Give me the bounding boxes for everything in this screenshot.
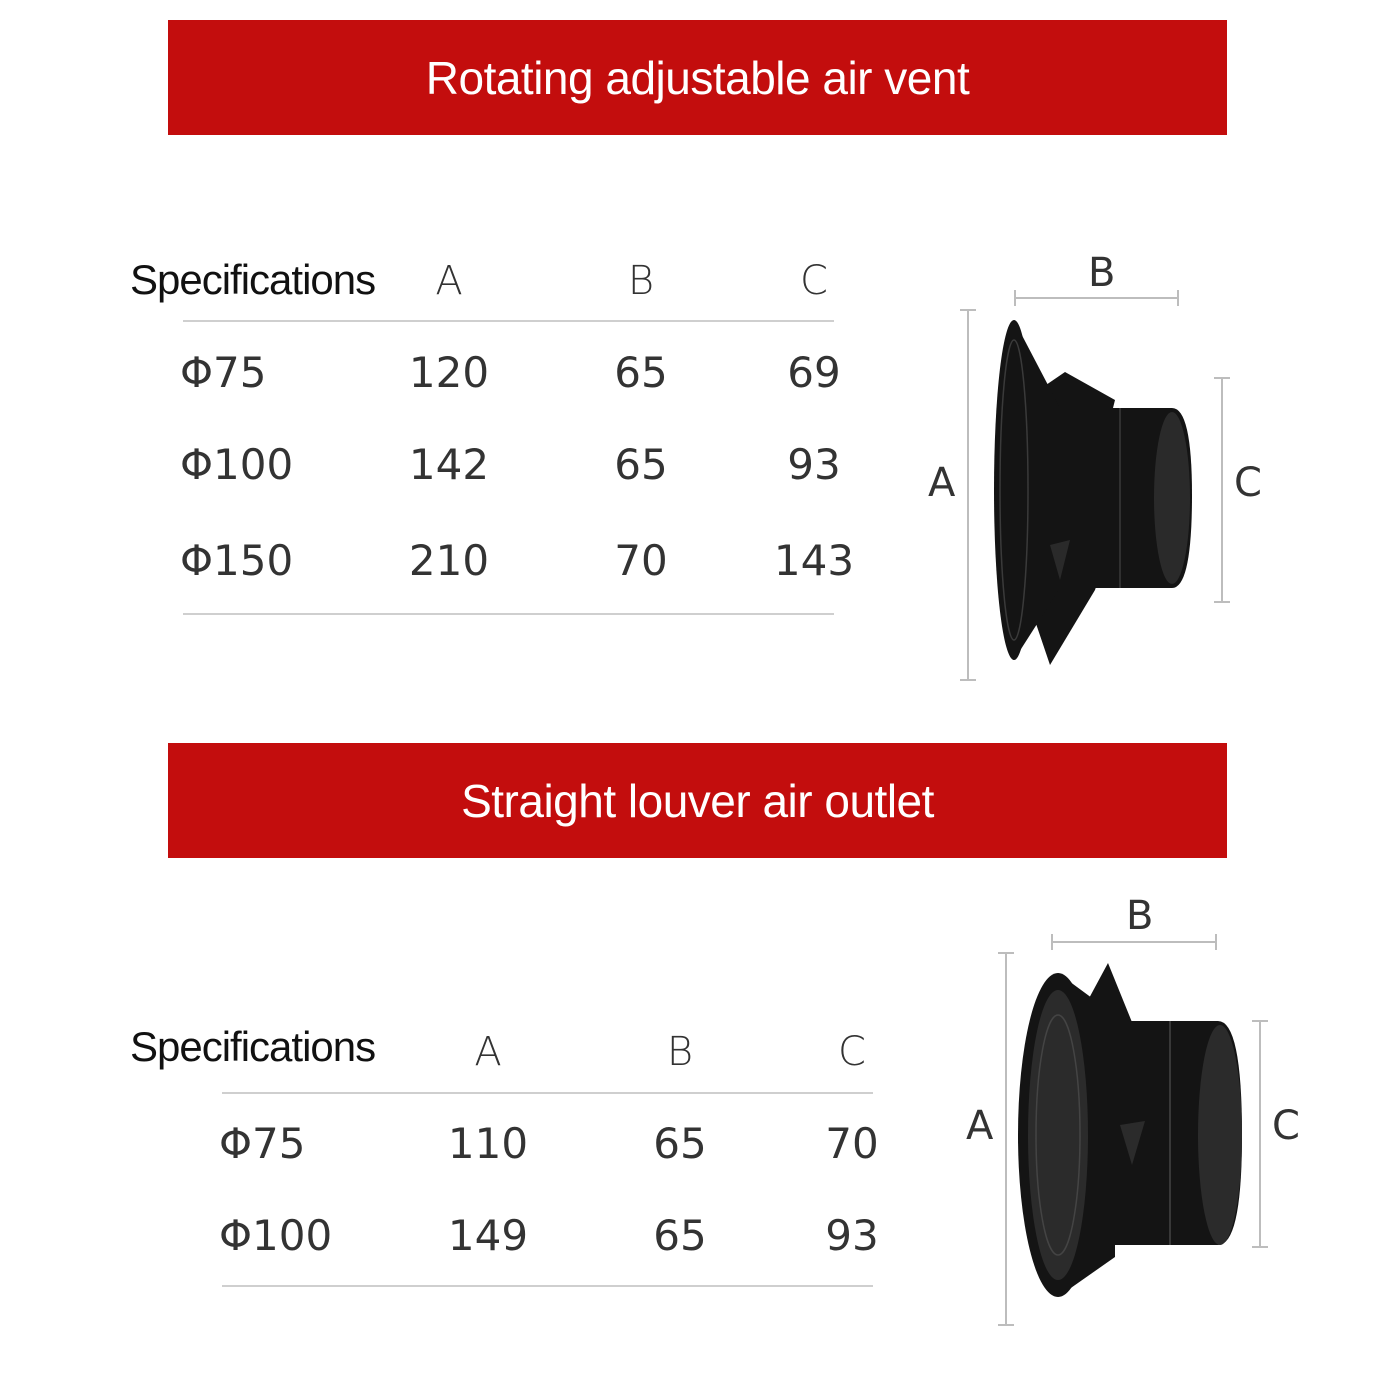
dimension-label-c: C <box>1272 1103 1300 1149</box>
dimension-c-cell: 70 <box>825 1119 879 1168</box>
column-header-b: B <box>666 1029 694 1075</box>
table-top-rule <box>222 1092 873 1094</box>
dimension-b-cell: 65 <box>614 348 668 397</box>
dimension-label-a: A <box>928 460 956 506</box>
dimension-b-cell: 65 <box>653 1211 707 1260</box>
dimension-a-cell: 110 <box>447 1119 529 1168</box>
dimension-c-cell: 69 <box>787 348 841 397</box>
dimension-b-cell: 70 <box>614 536 668 585</box>
dimension-label-c: C <box>1234 460 1262 506</box>
dimension-c-cell: 93 <box>825 1211 879 1260</box>
louver-outlet-product-image <box>960 885 1320 1345</box>
dimension-c-cell: 93 <box>787 440 841 489</box>
spec-header-label: Specifications <box>130 256 376 303</box>
column-header-a: A <box>474 1029 502 1075</box>
table-bottom-rule <box>183 613 834 615</box>
dimension-a-cell: 142 <box>408 440 490 489</box>
spec-header-label: Specifications <box>130 1023 376 1070</box>
dimension-a-cell: 149 <box>447 1211 529 1260</box>
dimension-b-cell: 65 <box>614 440 668 489</box>
dimension-label-a: A <box>966 1103 994 1149</box>
dimension-a-cell: 210 <box>408 536 490 585</box>
section1-banner <box>168 20 1227 135</box>
model-cell: Φ100 <box>180 440 294 489</box>
section2-title: Straight louver air outlet <box>461 774 934 827</box>
dimension-c-cell: 143 <box>773 536 855 585</box>
column-header-c: C <box>800 258 828 304</box>
dimension-b-cell: 65 <box>653 1119 707 1168</box>
column-header-c: C <box>838 1029 866 1075</box>
section1-dimension-diagram <box>920 240 1280 700</box>
model-cell: Φ75 <box>180 348 267 397</box>
column-header-a: A <box>435 258 463 304</box>
model-cell: Φ100 <box>219 1211 333 1260</box>
dimension-label-b: B <box>1088 250 1116 296</box>
section2-banner <box>168 743 1227 858</box>
dimension-label-b: B <box>1126 893 1154 939</box>
column-header-b: B <box>627 258 655 304</box>
table-bottom-rule <box>222 1285 873 1287</box>
section2-dimension-diagram <box>960 885 1320 1345</box>
rotating-vent-product-image <box>920 240 1280 700</box>
model-cell: Φ150 <box>180 536 294 585</box>
table-top-rule <box>183 320 834 322</box>
model-cell: Φ75 <box>219 1119 306 1168</box>
section1-title: Rotating adjustable air vent <box>425 51 970 104</box>
dimension-a-cell: 120 <box>408 348 490 397</box>
